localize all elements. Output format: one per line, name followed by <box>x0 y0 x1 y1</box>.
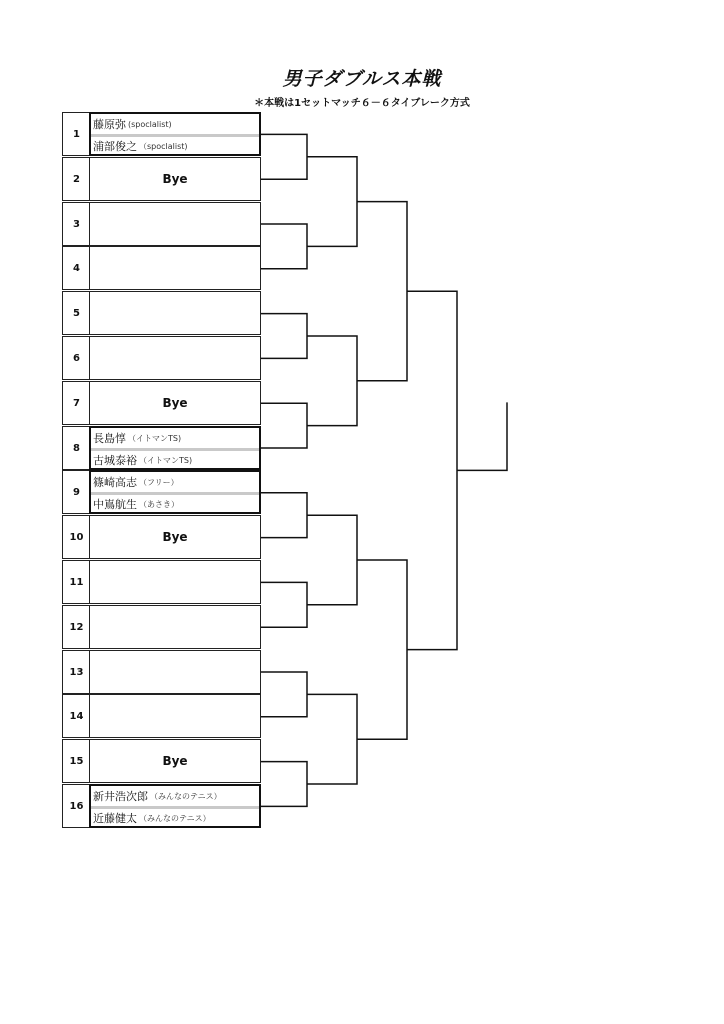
draw-number: 3 <box>62 202 90 246</box>
player-name: 浦部俊之 <box>93 140 137 153</box>
bye-label: Bye <box>162 754 188 768</box>
bracket-champion <box>457 402 507 470</box>
draw-number: 14 <box>62 694 90 738</box>
bracket-round1 <box>261 314 307 359</box>
bracket-final <box>407 291 457 649</box>
draw-number: 4 <box>62 246 90 290</box>
player-name: 藤原弥 <box>93 118 126 131</box>
bracket-round1 <box>261 134 307 179</box>
bye-label: Bye <box>162 172 188 186</box>
page-title: 男子ダブルス本戦 <box>282 68 442 90</box>
player-name: 中嶌航生 <box>93 498 137 511</box>
player-club: （みんなのテニス） <box>150 791 222 801</box>
player-club: （イトマンTS) <box>128 433 182 443</box>
bye-label: Bye <box>162 530 188 544</box>
bracket-round1 <box>261 493 307 538</box>
bracket-round2 <box>307 694 357 784</box>
bracket-round1 <box>261 403 307 448</box>
bye-label: Bye <box>162 396 188 410</box>
draw-number: 7 <box>62 381 90 425</box>
player-club: （イトマンTS) <box>139 455 193 465</box>
draw-number: 5 <box>62 291 90 335</box>
bracket-round1 <box>261 224 307 269</box>
player-name: 新井浩次郎 <box>93 790 148 803</box>
bracket-round2 <box>307 157 357 247</box>
draw-number: 1 <box>62 112 90 156</box>
bracket-round2 <box>307 336 357 426</box>
player-club: （spoclalist) <box>139 141 188 151</box>
player-name: 篠崎高志 <box>93 476 137 489</box>
player-club: （フリー） <box>139 477 179 487</box>
player-club: （みんなのテニス） <box>139 813 211 823</box>
player-name: 長島惇 <box>93 432 126 445</box>
bracket-round1 <box>261 762 307 807</box>
bracket-semifinal <box>357 202 407 381</box>
player-name: 近藤健太 <box>93 812 137 825</box>
draw-number: 16 <box>62 784 90 828</box>
draw-number: 11 <box>62 560 90 604</box>
bracket-round1 <box>261 672 307 717</box>
draw-number: 9 <box>62 470 90 514</box>
draw-number: 13 <box>62 650 90 694</box>
bracket-round2 <box>307 515 357 605</box>
draw-number: 15 <box>62 739 90 783</box>
draw-number: 12 <box>62 605 90 649</box>
draw-number: 10 <box>62 515 90 559</box>
bracket-semifinal <box>357 560 407 739</box>
draw-number: 6 <box>62 336 90 380</box>
player-club: (spoclalist) <box>128 119 172 129</box>
match-format-note: ＊本戦は1セットマッチ６－６タイブレーク方式 <box>254 98 470 109</box>
draw-number: 2 <box>62 157 90 201</box>
player-name: 古城泰裕 <box>93 454 137 467</box>
draw-number: 8 <box>62 426 90 470</box>
bracket-round1 <box>261 582 307 627</box>
player-club: （あさき） <box>139 499 179 509</box>
